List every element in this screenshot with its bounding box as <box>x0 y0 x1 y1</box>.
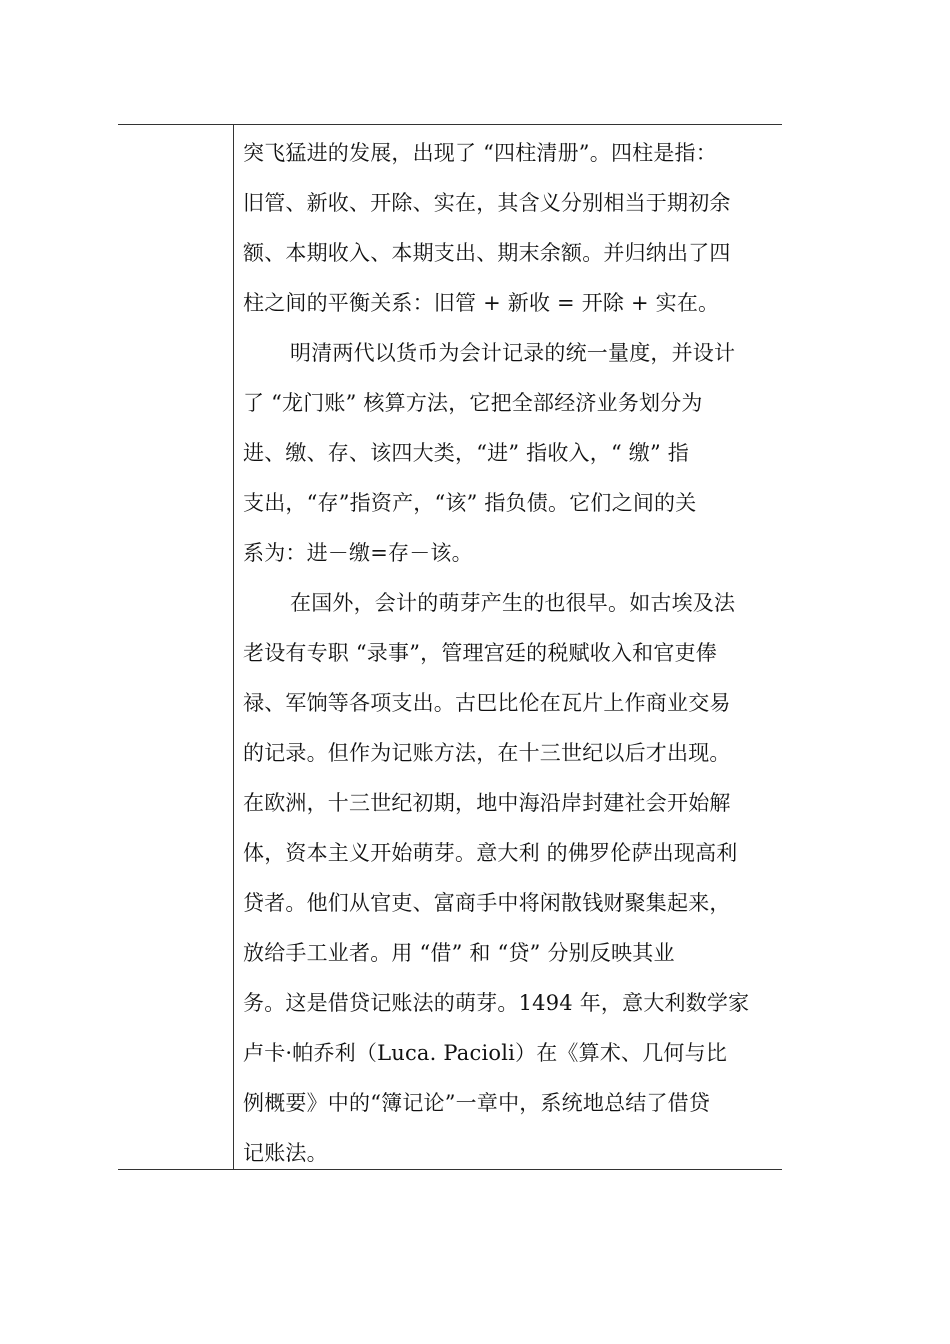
text-line: 旧管、新收、开除、实在，其含义分别相当于期初余 <box>243 191 731 215</box>
text-line: 支出，“存”指资产，“该” 指负债。它们之间的关 <box>243 491 697 515</box>
text-line: 记账法。 <box>243 1141 328 1165</box>
text-line: 柱之间的平衡关系：旧管 + 新收 = 开除 + 实在。 <box>243 291 720 315</box>
text-line: 突飞猛进的发展，出现了 “四柱清册”。四柱是指： <box>243 141 717 165</box>
table-column-divider <box>233 124 234 1169</box>
text-line: 务。这是借贷记账法的萌芽。1494 年，意大利数学家 <box>243 991 750 1015</box>
text-line: 在国外，会计的萌芽产生的也很早。如古埃及法 <box>290 591 736 615</box>
text-line: 贷者。他们从官吏、富商手中将闲散钱财聚集起来， <box>243 891 731 915</box>
text-line: 例概要》中的“簿记论”一章中，系统地总结了借贷 <box>243 1091 711 1115</box>
text-line: 额、本期收入、本期支出、期末余额。并归纳出了四 <box>243 241 731 265</box>
text-line: 卢卡·帕乔利（Luca. Pacioli）在《算术、几何与比 <box>243 1041 728 1065</box>
paragraph-1 <box>243 128 775 328</box>
table-bottom-border <box>118 1169 782 1170</box>
table-left-cell <box>118 125 233 1169</box>
text-line: 体，资本主义开始萌芽。意大利 的佛罗伦萨出现高利 <box>243 841 738 865</box>
paragraph-2 <box>243 328 775 578</box>
text-line: 老设有专职 “录事”，管理宫廷的税赋收入和官吏俸 <box>243 641 717 665</box>
paragraph-3 <box>243 578 775 1178</box>
text-line: 明清两代以货币为会计记录的统一量度，并设计 <box>290 341 736 365</box>
table-content-cell <box>243 128 775 1178</box>
text-line: 的记录。但作为记账方法，在十三世纪以后才出现。 <box>243 741 731 765</box>
text-line: 禄、军饷等各项支出。古巴比伦在瓦片上作商业交易 <box>243 691 731 715</box>
text-line: 在欧洲，十三世纪初期，地中海沿岸封建社会开始解 <box>243 791 731 815</box>
text-line: 进、缴、存、该四大类，“进” 指收入，“ 缴” 指 <box>243 441 689 465</box>
text-line: 了 “龙门账” 核算方法，它把全部经济业务划分为 <box>243 391 703 415</box>
text-line: 系为：进－缴=存－该。 <box>243 541 473 565</box>
text-line: 放给手工业者。用 “借” 和 “贷” 分别反映其业 <box>243 941 675 965</box>
